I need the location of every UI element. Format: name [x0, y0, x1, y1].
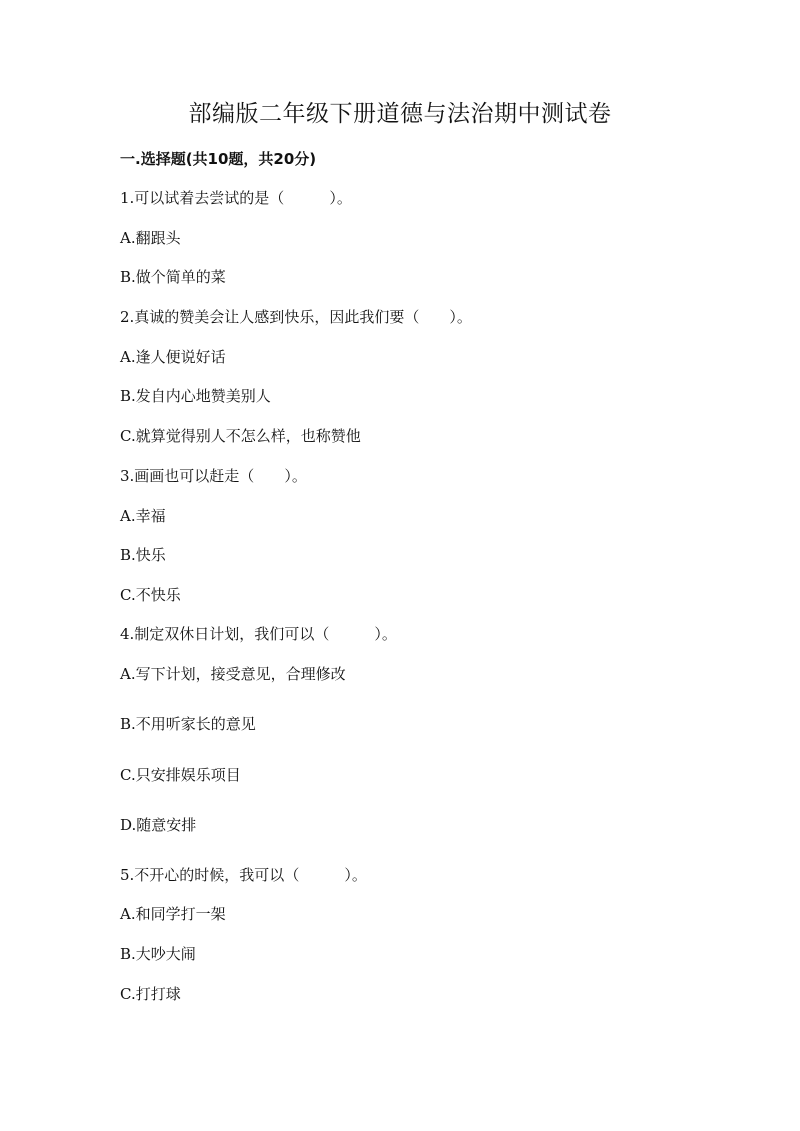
page-title: 部编版二年级下册道德与法治期中测试卷	[188, 101, 612, 127]
question-3-option-b: B.快乐	[120, 546, 166, 564]
question-3-stem: 3.画画也可以赶走（ ）。	[120, 467, 307, 485]
question-4-option-d: D.随意安排	[120, 816, 197, 834]
question-2-stem: 2.真诚的赞美会让人感到快乐，因此我们要（ ）。	[120, 308, 472, 326]
question-4-option-c: C.只安排娱乐项目	[120, 766, 241, 784]
question-1-stem: 1.可以试着去尝试的是（ ）。	[120, 189, 352, 207]
section-heading: 一.选择题(共10题，共20分)	[120, 150, 317, 168]
question-5-stem: 5.不开心的时候，我可以（ ）。	[120, 866, 367, 884]
question-1-option-a: A.翻跟头	[120, 229, 181, 247]
question-2-option-c: C.就算觉得别人不怎么样，也称赞他	[120, 427, 361, 445]
question-4-stem: 4.制定双休日计划，我们可以（ ）。	[120, 625, 397, 643]
question-4-option-a: A.写下计划，接受意见，合理修改	[120, 665, 346, 683]
question-2-option-a: A.逢人便说好话	[120, 348, 226, 366]
question-2-option-b: B.发自内心地赞美别人	[120, 387, 271, 405]
question-3-option-c: C.不快乐	[120, 586, 181, 604]
question-5-option-a: A.和同学打一架	[120, 905, 226, 923]
question-5-option-b: B.大吵大闹	[120, 945, 196, 963]
question-5-option-c: C.打打球	[120, 985, 181, 1003]
question-4-option-b: B.不用听家长的意见	[120, 715, 256, 733]
question-3-option-a: A.幸福	[120, 507, 166, 525]
question-1-option-b: B.做个简单的菜	[120, 268, 226, 286]
